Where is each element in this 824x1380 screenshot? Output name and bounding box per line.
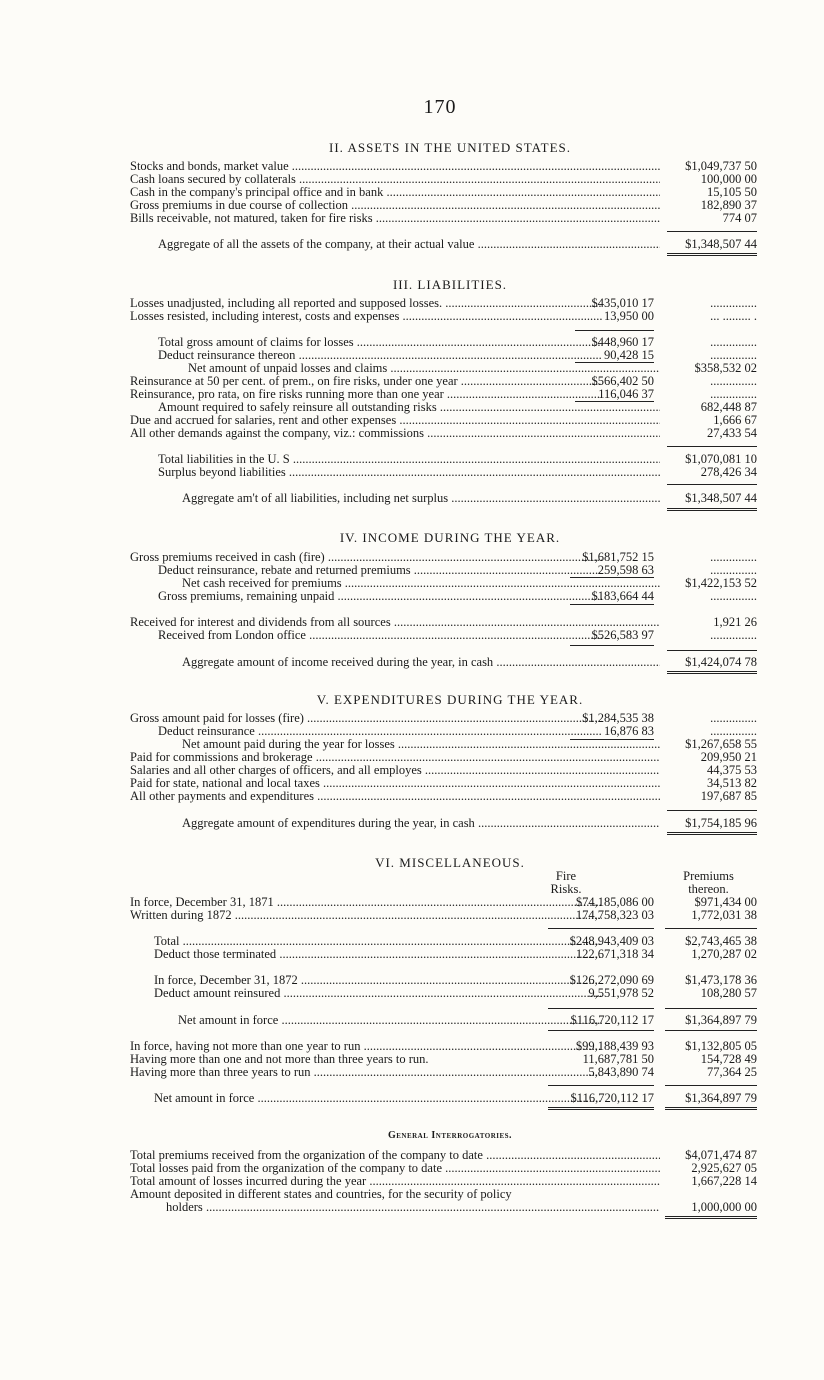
amount-column-2: ............... bbox=[710, 724, 757, 738]
amount-column-2: 100,000 00 bbox=[700, 172, 757, 186]
amount-column-2: $1,267,658 55 bbox=[685, 737, 757, 751]
table-row bbox=[130, 725, 770, 739]
row-label: Aggregate of all the assets of the company, at their actual value ..... bbox=[158, 238, 660, 251]
amount-column-1: 174,758,323 03 bbox=[575, 908, 654, 922]
amount-column-2: ............... bbox=[710, 387, 757, 401]
table-row bbox=[130, 738, 770, 752]
table-row bbox=[130, 1053, 770, 1067]
rule bbox=[570, 604, 654, 605]
table-row bbox=[130, 1149, 770, 1163]
table-row bbox=[130, 616, 770, 630]
table-row bbox=[130, 336, 770, 350]
table-row bbox=[130, 297, 770, 311]
table-row bbox=[130, 1188, 770, 1202]
table-row bbox=[130, 656, 770, 670]
row-label: Bills receivable, not matured, taken for fire risks ..... bbox=[130, 212, 660, 225]
row-label: Losses resisted, including interest, costs and expenses ..... bbox=[130, 310, 602, 323]
row-label: Surplus beyond liabilities ..... bbox=[158, 466, 660, 479]
table-row bbox=[130, 466, 770, 480]
row-label: In force, December 31, 1871 ..... bbox=[130, 896, 602, 909]
rule bbox=[665, 928, 757, 929]
table-row bbox=[130, 712, 770, 726]
rule bbox=[665, 1085, 757, 1086]
row-label: Aggregate amount of income received during the year, in cash ..... bbox=[182, 656, 660, 669]
amount-column-1: $1,681,752 15 bbox=[582, 550, 654, 564]
row-label: All other demands against the company, viz.: commissions ..... bbox=[130, 427, 660, 440]
row-label: Gross premiums received in cash (fire) ..... bbox=[130, 551, 602, 564]
amount-column-2: 1,667,228 14 bbox=[691, 1174, 757, 1188]
rule bbox=[667, 231, 757, 232]
amount-column-2: 209,950 21 bbox=[700, 750, 757, 764]
row-label: Received for interest and dividends from all sources ..... bbox=[130, 616, 660, 629]
table-row bbox=[130, 414, 770, 428]
table-row bbox=[130, 212, 770, 226]
table-row bbox=[130, 401, 770, 415]
amount-column-2: 27,433 54 bbox=[707, 426, 757, 440]
table-row bbox=[130, 790, 770, 804]
row-label: Paid for state, national and local taxes ..... bbox=[130, 777, 660, 790]
amount-column-2: 1,921 26 bbox=[713, 615, 757, 629]
double-rule bbox=[665, 1216, 757, 1219]
amount-column-2: ............... bbox=[710, 563, 757, 577]
amount-column-1: Fire bbox=[555, 869, 577, 883]
table-row bbox=[130, 751, 770, 765]
rule bbox=[548, 928, 654, 929]
amount-column-2: ............... bbox=[710, 335, 757, 349]
amount-column-2: ............... bbox=[710, 374, 757, 388]
amount-column-2: Premiums bbox=[683, 869, 734, 883]
amount-column-1: Risks. bbox=[550, 882, 582, 896]
row-label: Net amount in force ..... bbox=[154, 1092, 602, 1105]
amount-column-2: ............... bbox=[710, 711, 757, 725]
amount-column-2: 108,280 57 bbox=[700, 986, 757, 1000]
table-row bbox=[130, 974, 770, 988]
table-row bbox=[130, 362, 770, 376]
double-rule bbox=[667, 253, 757, 256]
row-label: Total amount of losses incurred during the year ..... bbox=[130, 1175, 660, 1188]
table-row bbox=[130, 1175, 770, 1189]
amount-column-1: $183,664 44 bbox=[591, 589, 654, 603]
row-label: Having more than three years to run ..... bbox=[130, 1066, 602, 1079]
row-label: Deduct those terminated ..... bbox=[154, 948, 602, 961]
row-label: Due and accrued for salaries, rent and other expenses ..... bbox=[130, 414, 660, 427]
row-label: Cash in the company's principal office and in bank ..... bbox=[130, 186, 660, 199]
amount-column-2: ............... bbox=[710, 550, 757, 564]
row-label: Net cash received for premiums ..... bbox=[182, 577, 660, 590]
table-row bbox=[130, 883, 770, 897]
row-label: Net amount of unpaid losses and claims ..... bbox=[188, 362, 660, 375]
amount-column-2: 1,772,031 38 bbox=[691, 908, 757, 922]
row-label: Cash loans secured by collaterals ..... bbox=[130, 173, 660, 186]
amount-column-1: 116,046 37 bbox=[598, 387, 654, 401]
rule bbox=[665, 1030, 757, 1031]
table-row bbox=[130, 1201, 770, 1215]
table-row bbox=[130, 896, 770, 910]
rule bbox=[665, 1008, 757, 1009]
table-row bbox=[130, 453, 770, 467]
row-label: Net amount paid during the year for losses ..... bbox=[182, 738, 660, 751]
row-label: Gross amount paid for losses (fire) ..... bbox=[130, 712, 602, 725]
amount-column-1: 122,671,318 34 bbox=[575, 947, 654, 961]
page-number: 170 bbox=[423, 96, 457, 118]
table-row bbox=[130, 551, 770, 565]
table-row bbox=[130, 1040, 770, 1054]
row-label: Aggregate amount of expenditures during the year, in cash ..... bbox=[182, 817, 660, 830]
row-label: Total ..... bbox=[154, 935, 602, 948]
amount-column-2: $358,532 02 bbox=[694, 361, 757, 375]
amount-column-2: 2,925,627 05 bbox=[691, 1161, 757, 1175]
row-label: Deduct reinsurance thereon ..... bbox=[158, 349, 602, 362]
amount-column-2: 15,105 50 bbox=[707, 185, 757, 199]
amount-column-1: 5,843,890 74 bbox=[588, 1065, 654, 1079]
table-row bbox=[130, 160, 770, 174]
amount-column-2: $1,049,737 50 bbox=[685, 159, 757, 173]
table-row bbox=[130, 1162, 770, 1176]
table-row bbox=[130, 948, 770, 962]
amount-column-2: $1,364,897 79 bbox=[685, 1013, 757, 1027]
row-label: Total gross amount of claims for losses ..... bbox=[158, 336, 602, 349]
row-label: All other payments and expenditures ..... bbox=[130, 790, 660, 803]
row-label: Gross premiums, remaining unpaid ..... bbox=[158, 590, 602, 603]
amount-column-2: 44,375 53 bbox=[707, 763, 757, 777]
amount-column-2: 182,890 37 bbox=[700, 198, 757, 212]
amount-column-1: $526,583 97 bbox=[591, 628, 654, 642]
row-label: Received from London office ..... bbox=[158, 629, 602, 642]
row-label: Reinsurance at 50 per cent. of prem., on fire risks, under one year ..... bbox=[130, 375, 602, 388]
double-rule bbox=[667, 671, 757, 674]
row-label: Total losses paid from the organization of the company to date ..... bbox=[130, 1162, 660, 1175]
amount-column-1: $116,720,112 17 bbox=[570, 1091, 654, 1105]
rule bbox=[570, 645, 654, 646]
amount-column-2: 278,426 34 bbox=[700, 465, 757, 479]
rule bbox=[548, 1008, 654, 1009]
section-title: General Interrogatories. bbox=[387, 1130, 513, 1141]
table-row bbox=[130, 310, 770, 324]
table-row bbox=[130, 1092, 770, 1106]
amount-column-1: 9,551,978 52 bbox=[588, 986, 654, 1000]
row-label: Stocks and bonds, market value ..... bbox=[130, 160, 660, 173]
table-row bbox=[130, 909, 770, 923]
amount-column-1: $126,272,090 69 bbox=[569, 973, 654, 987]
rule bbox=[575, 330, 654, 331]
rule bbox=[667, 810, 757, 811]
amount-column-2: $1,348,507 44 bbox=[685, 237, 757, 251]
double-rule bbox=[548, 1107, 654, 1110]
row-label: In force, December 31, 1872 ..... bbox=[154, 974, 602, 987]
amount-column-1: $1,284,535 38 bbox=[582, 711, 654, 725]
double-rule bbox=[665, 1107, 757, 1110]
amount-column-1: 16,876 83 bbox=[604, 724, 654, 738]
amount-column-2: 77,364 25 bbox=[707, 1065, 757, 1079]
amount-column-2: ... ......... . bbox=[710, 309, 757, 323]
table-row bbox=[130, 173, 770, 187]
section-title: IV. INCOME DURING THE YEAR. bbox=[339, 530, 561, 545]
row-label: Deduct amount reinsured ..... bbox=[154, 987, 602, 1000]
row-label: Salaries and all other charges of officers, and all employes ..... bbox=[130, 764, 660, 777]
amount-column-2: 1,000,000 00 bbox=[691, 1200, 757, 1214]
amount-column-2: $1,070,081 10 bbox=[685, 452, 757, 466]
amount-column-2: 682,448 87 bbox=[700, 400, 757, 414]
amount-column-2: $971,434 00 bbox=[694, 895, 757, 909]
rule bbox=[548, 1030, 654, 1031]
section-title: III. LIABILITIES. bbox=[392, 277, 508, 292]
double-rule bbox=[667, 508, 757, 511]
amount-column-2: ............... bbox=[710, 348, 757, 362]
row-label: Amount required to safely reinsure all outstanding risks ..... bbox=[158, 401, 660, 414]
section-title: V. EXPENDITURES DURING THE YEAR. bbox=[316, 692, 584, 707]
amount-column-1: 90,428 15 bbox=[604, 348, 654, 362]
table-row bbox=[130, 1014, 770, 1028]
table-row bbox=[130, 186, 770, 200]
rule bbox=[548, 1085, 654, 1086]
amount-column-2: thereon. bbox=[688, 882, 729, 896]
amount-column-1: $74,185,086 00 bbox=[575, 895, 654, 909]
table-row bbox=[130, 629, 770, 643]
amount-column-2: $4,071,474 87 bbox=[685, 1148, 757, 1162]
row-label: Total premiums received from the organization of the company to date ..... bbox=[130, 1149, 660, 1162]
amount-column-2: 34,513 82 bbox=[707, 776, 757, 790]
row-label: Reinsurance, pro rata, on fire risks running more than one year ..... bbox=[130, 388, 602, 401]
table-row bbox=[130, 987, 770, 1001]
row-label: Deduct reinsurance, rebate and returned premiums ..... bbox=[158, 564, 602, 577]
amount-column-2: 197,687 85 bbox=[700, 789, 757, 803]
row-label: Net amount in force ..... bbox=[178, 1014, 602, 1027]
table-row bbox=[130, 349, 770, 363]
amount-column-2: $1,754,185 96 bbox=[685, 816, 757, 830]
amount-column-2: ............... bbox=[710, 296, 757, 310]
table-row bbox=[130, 199, 770, 213]
table-row bbox=[130, 870, 770, 884]
table-row bbox=[130, 777, 770, 791]
table-row bbox=[130, 1066, 770, 1080]
row-label: Paid for commissions and brokerage ..... bbox=[130, 751, 660, 764]
row-label: Deduct reinsurance ..... bbox=[158, 725, 602, 738]
amount-column-2: 1,666 67 bbox=[713, 413, 757, 427]
amount-column-2: $1,422,153 52 bbox=[685, 576, 757, 590]
amount-column-1: $248,943,409 03 bbox=[569, 934, 654, 948]
rule bbox=[667, 650, 757, 651]
row-label: holders ..... bbox=[166, 1201, 660, 1214]
row-label: In force, having not more than one year to run ..... bbox=[130, 1040, 602, 1053]
amount-column-2: 1,270,287 02 bbox=[691, 947, 757, 961]
amount-column-1: $566,402 50 bbox=[591, 374, 654, 388]
table-row bbox=[130, 238, 770, 252]
section-title: II. ASSETS IN THE UNITED STATES. bbox=[329, 140, 571, 155]
table-row bbox=[130, 375, 770, 389]
rule bbox=[667, 446, 757, 447]
amount-column-2: $1,424,074 78 bbox=[685, 655, 757, 669]
amount-column-2: $1,348,507 44 bbox=[685, 491, 757, 505]
table-row bbox=[130, 817, 770, 831]
amount-column-1: $116,720,112 17 bbox=[570, 1013, 654, 1027]
row-label: Total liabilities in the U. S ..... bbox=[158, 453, 660, 466]
amount-column-2: $1,473,178 36 bbox=[685, 973, 757, 987]
section-title: VI. MISCELLANEOUS. bbox=[375, 855, 525, 870]
row-label: Gross premiums in due course of collection ..... bbox=[130, 199, 660, 212]
amount-column-2: $1,132,805 05 bbox=[685, 1039, 757, 1053]
amount-column-2: $2,743,465 38 bbox=[685, 934, 757, 948]
table-row bbox=[130, 590, 770, 604]
amount-column-1: $99,188,439 93 bbox=[575, 1039, 654, 1053]
row-label: Written during 1872 ..... bbox=[130, 909, 602, 922]
amount-column-2: $1,364,897 79 bbox=[685, 1091, 757, 1105]
row-label: Having more than one and not more than three years to run. bbox=[130, 1053, 429, 1066]
amount-column-1: 259,598 63 bbox=[597, 563, 654, 577]
row-label: Amount deposited in different states and countries, for the security of policy bbox=[130, 1188, 512, 1201]
table-row bbox=[130, 427, 770, 441]
amount-column-1: $435,010 17 bbox=[591, 296, 654, 310]
table-row bbox=[130, 935, 770, 949]
amount-column-2: 154,728 49 bbox=[700, 1052, 757, 1066]
amount-column-2: 774 07 bbox=[722, 211, 757, 225]
amount-column-1: $448,960 17 bbox=[591, 335, 654, 349]
table-row bbox=[130, 492, 770, 506]
table-row bbox=[130, 764, 770, 778]
rule bbox=[667, 484, 757, 485]
amount-column-2: ............... bbox=[710, 628, 757, 642]
amount-column-1: 13,950 00 bbox=[604, 309, 654, 323]
amount-column-1: 11,687,781 50 bbox=[582, 1052, 654, 1066]
double-rule bbox=[667, 832, 757, 835]
row-label: Losses unadjusted, including all reported and supposed losses. ..... bbox=[130, 297, 602, 310]
amount-column-2: ............... bbox=[710, 589, 757, 603]
table-row bbox=[130, 577, 770, 591]
row-label: Aggregate am't of all liabilities, including net surplus ..... bbox=[182, 492, 660, 505]
table-row bbox=[130, 388, 770, 402]
table-row bbox=[130, 564, 770, 578]
